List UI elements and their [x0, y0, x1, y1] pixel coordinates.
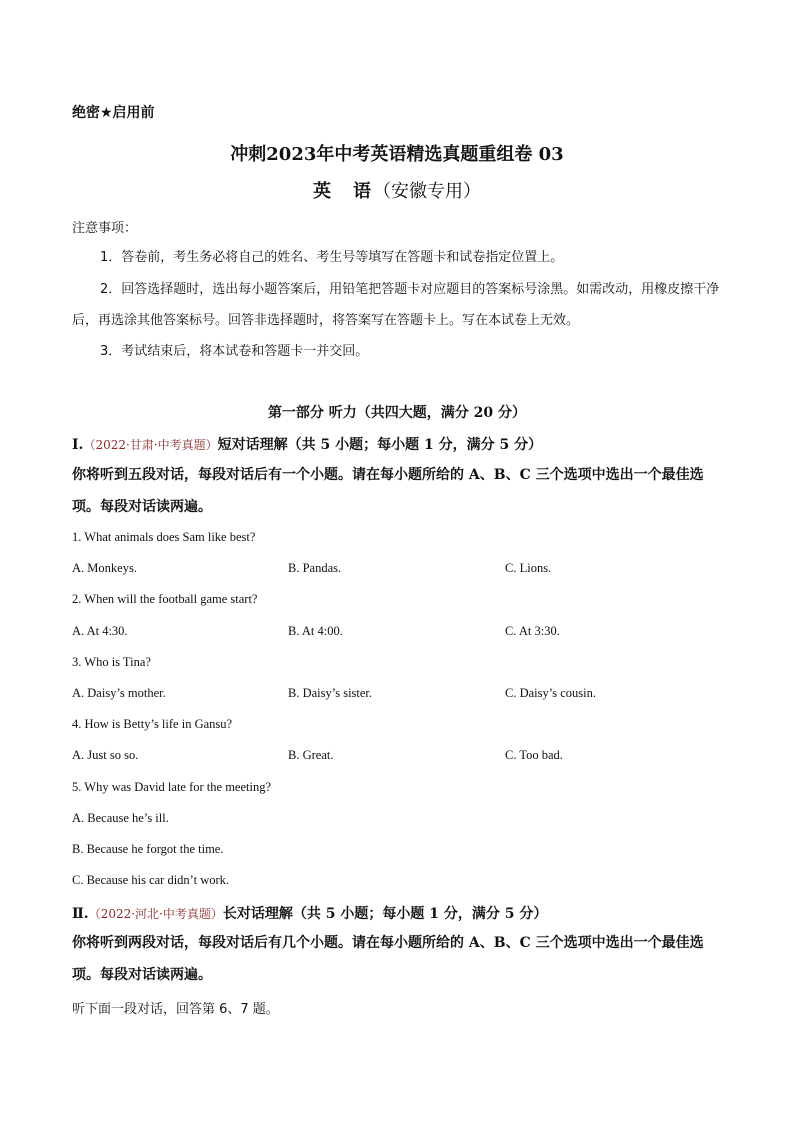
notice-heading: 注意事项：: [72, 221, 138, 236]
option-c: C. Because his car didn’t work.: [72, 873, 230, 887]
section-2-heading: [72, 903, 547, 923]
question-stem: 4. How is Betty’s life in Gansu?: [72, 717, 233, 731]
question-stem: 1. What animals does Sam like best?: [72, 530, 256, 544]
option-b: B. Great.: [288, 748, 334, 762]
notice-item-1: 1．答卷前，考生务必将自己的姓名、考生号等填写在答题卡和试卷指定位置上。: [100, 250, 564, 265]
section-source: （2022·甘肃·中考真题）: [83, 438, 218, 452]
option-b: B. At 4:00.: [288, 624, 343, 638]
part-title: 第一部分 听力（共四大题，满分 20 分）: [267, 405, 527, 421]
option-a: A. Monkeys.: [72, 561, 137, 575]
option-b: B. Because he forgot the time.: [72, 842, 224, 856]
notice-item-2: 2．回答选择题时，选出每小题答案后，用铅笔把答题卡对应题目的答案标号涂黑。如需改动，用橡皮擦干净后，再选涂其他答案标号。回答非选择题时，将答案写在答题卡上。写在本试卷上无效。: [72, 282, 720, 328]
section-numeral: Ⅰ.: [72, 437, 84, 453]
section-numeral: Ⅱ.: [72, 906, 89, 922]
option-c: C. Lions.: [505, 561, 552, 575]
notice-item-3: 3．考试结束后，将本试卷和答题卡一并交回。: [100, 344, 369, 359]
option-a: A. Just so so.: [72, 748, 139, 762]
question-stem: 3. Who is Tina?: [72, 655, 151, 669]
section-2-instruction: 你将听到两段对话，每段对话后有几个小题。请在每小题所给的 A、B、C 三个选项中选出一个最佳选项。每段对话读两遍。: [72, 935, 704, 983]
option-c: C. At 3:30.: [505, 624, 560, 638]
option-c: C. Too bad.: [505, 748, 563, 762]
subject-note: （安徽专用）: [373, 181, 481, 202]
section-1-heading: [72, 434, 542, 454]
option-c: C. Daisy’s cousin.: [505, 686, 596, 700]
question-stem: 5. Why was David late for the meeting?: [72, 780, 272, 794]
dialogue-lead: 听下面一段对话，回答第 6、7 题。: [72, 1002, 279, 1017]
option-a: A. At 4:30.: [72, 624, 128, 638]
section-name: 长对话理解（共 5 小题；每小题 1 分，满分 5 分）: [222, 906, 548, 922]
subject-name: 英 语: [313, 181, 373, 202]
section-source: （2022·河北·中考真题）: [88, 907, 223, 921]
exam-subtitle: [0, 177, 794, 203]
option-b: B. Daisy’s sister.: [288, 686, 373, 700]
confidential-mark: 绝密★启用前: [72, 105, 155, 121]
section-name: 短对话理解（共 5 小题；每小题 1 分，满分 5 分）: [217, 437, 543, 453]
question-stem: 2. When will the football game start?: [72, 592, 258, 606]
option-a: A. Because he’s ill.: [72, 811, 169, 825]
exam-title: 冲刺2023年中考英语精选真题重组卷 03: [230, 144, 564, 165]
option-b: B. Pandas.: [288, 561, 342, 575]
option-a: A. Daisy’s mother.: [72, 686, 166, 700]
section-1-instruction: 你将听到五段对话，每段对话后有一个小题。请在每小题所给的 A、B、C 三个选项中选出一个最佳选项。每段对话读两遍。: [72, 467, 704, 515]
